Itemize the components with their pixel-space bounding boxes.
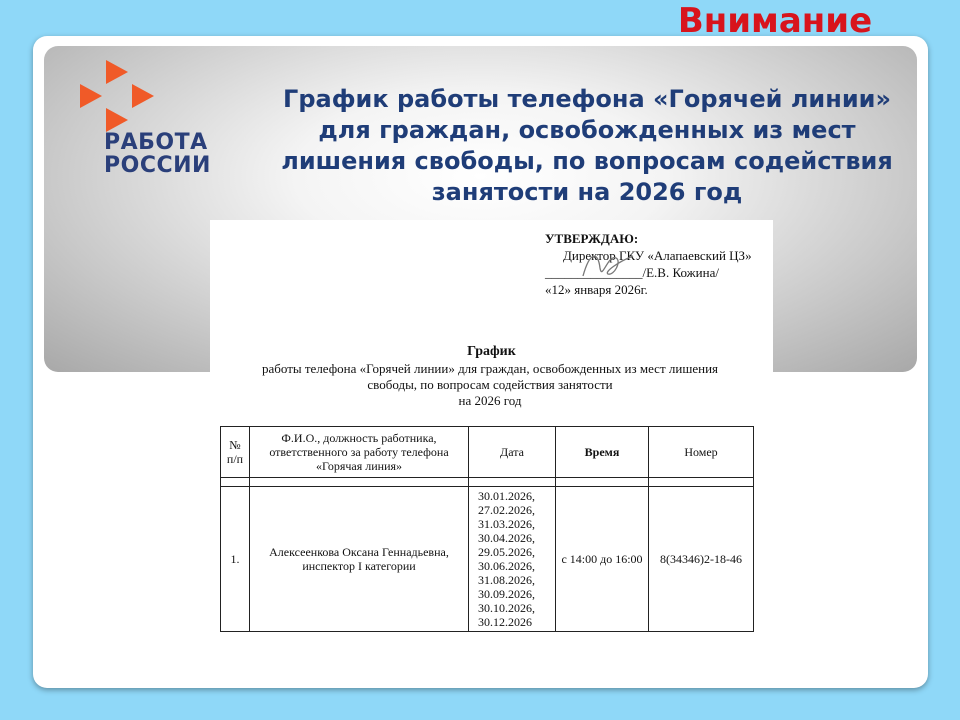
table-header-row [221,427,754,478]
approve-signature-line: _______________/Е.В. Кожина/ [545,265,719,280]
approve-date: «12» января 2026г. [545,282,648,297]
date-item: 30.01.2026, [478,489,535,503]
header-name: Ф.И.О., должность работника, ответственного за работу телефона «Горячая линия» [250,427,469,478]
attention-heading: Внимание [677,1,873,41]
date-item: 30.04.2026, [478,531,535,545]
row-dates [469,487,556,632]
handwritten-signature-icon [578,246,638,286]
logo-line-1: РАБОТА [104,130,208,155]
date-item: 29.05.2026, [478,545,535,559]
header-number: № п/п [221,427,250,478]
date-item: 30.12.2026 [478,615,532,629]
approve-title: УТВЕРЖДАЮ: [545,231,639,246]
schedule-subtitle-line-3: на 2026 год [458,393,522,408]
row-name: Алексеенкова Оксана Геннадьевна, инспектор I категории [250,487,469,632]
header-phone: Номер [649,427,754,478]
slide-headline: График работы телефона «Горячей линии» для граждан, освобожденных из мест лишения свободы, по вопросам содействия занятости на 2026 год [281,85,893,206]
table-row [221,487,754,632]
row-phone: 8(34346)2-18-46 [649,487,754,632]
schedule-subtitle-line-2: свободы, по вопросам содействия занятости [367,377,613,392]
schedule-title: График [467,344,516,359]
logo-text [104,131,224,177]
date-item: 27.02.2026, [478,503,535,517]
header-date: Дата [469,427,556,478]
scanned-document [210,220,773,660]
table-spacer-row [221,478,754,487]
date-item: 31.08.2026, [478,573,535,587]
row-time: с 14:00 до 16:00 [556,487,649,632]
schedule-subtitle-line-1: работы телефона «Горячей линии» для граждан, освобожденных из мест лишения [261,361,718,376]
row-number: 1. [221,487,250,632]
date-item: 30.09.2026, [478,587,535,601]
logo-line-2: РОССИИ [104,153,211,178]
approve-position: Директор ГКУ «Алапаевский ЦЗ» [563,248,752,263]
date-item: 30.06.2026, [478,559,535,573]
date-item: 30.10.2026, [478,601,535,615]
header-time: Время [556,427,649,478]
date-item: 31.03.2026, [478,517,535,531]
schedule-table [220,426,754,632]
schedule-subtitle [230,361,750,409]
